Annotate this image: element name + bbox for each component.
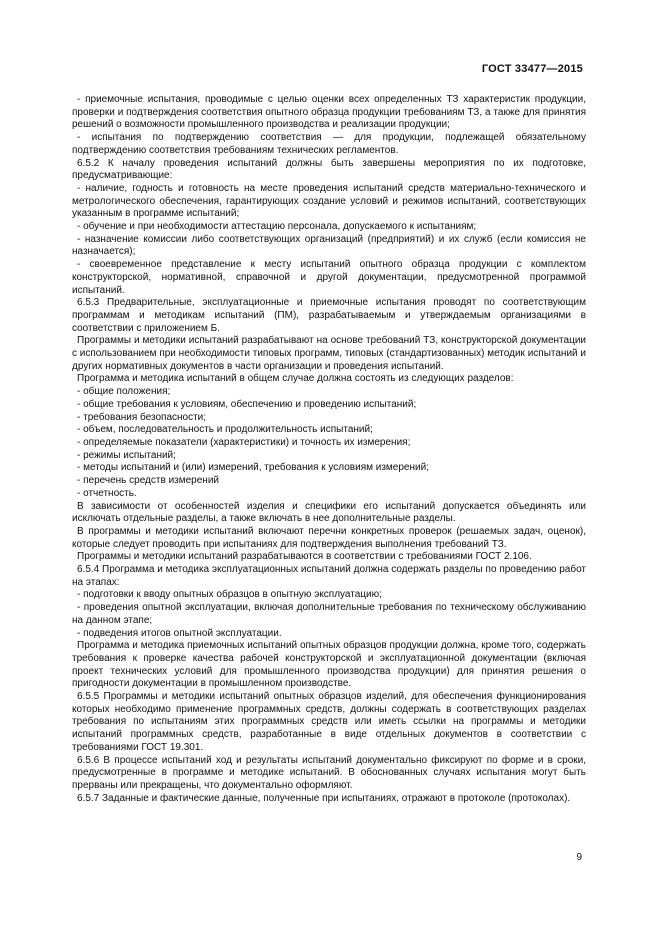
paragraph: 6.5.4 Программа и методика эксплуатационных испытаний должна содержать разделы по проведению работ на этапах: (72, 564, 586, 588)
paragraph: В программы и методики испытаний включают перечни конкретных проверок (решаемых задач, оценок), которые следует проводить при испытаниях для подтверждения выполнения требований ТЗ. (72, 525, 586, 550)
paragraph: 6.5.3 Предварительные, эксплуатационные и приемочные испытания проводят по соответствующим программам и методикам испытаний (ПМ), разрабатываемым и утверждаемым организациями в соответствии с приложением Б. (72, 297, 586, 334)
list-item: - методы испытаний и (или) измерений, требования к условиям измерений; (77, 462, 429, 474)
list-item: - общие требования к условиям, обеспечению и проведению испытаний; (77, 398, 417, 410)
paragraph: В зависимости от особенностей изделия и специфики его испытаний допускается объединять или исключать отдельные разделы, а также включать в нее дополнительные разделы. (72, 500, 586, 525)
list-item: - проведения опытной эксплуатации, включая дополнительные требования по техническому обслуживанию на данном этапе; (72, 602, 586, 626)
paragraph: 6.5.5 Программы и методики испытаний опытных образцов изделий, для обеспечения функционирования которых необходимо применение программных средств, должны содержать в соответствующих разделах требования по испытаниям этих программных средств или иметь ссылки на программы и методики испытаний программных средств, разработанные в виде отдельных документов в соответствии с требованиями ГОСТ 19.301. (72, 691, 586, 753)
paragraph: Программы и методики испытаний разрабатывают на основе требований ТЗ, конструкторской документации с использованием при необходимости типовых программ, типовых (стандартизованных) методик испытаний и других нормативных документов в части организации и проведения испытаний. (72, 335, 586, 372)
paragraph: Программа и методика испытаний в общем случае должна состоять из следующих разделов: (77, 373, 514, 385)
paragraph: - наличие, годность и готовность на месте проведения испытаний средств материально-технического и метрологического обеспечения, гарантирующих создание условий и режимов испытаний, соответствующих указанным в программе испытаний; (72, 182, 586, 220)
paragraph: - назначение комиссии либо соответствующих организаций (предприятий) и их служб (если комиссия не назначается); (72, 233, 586, 258)
list-item: - общие положения; (77, 386, 171, 398)
standard-code-header: ГОСТ 33477—2015 (481, 63, 583, 75)
list-item: - режимы испытаний; (77, 449, 176, 461)
paragraph: - приемочные испытания, проводимые с целью оценки всех определенных ТЗ характеристик продукции, проверки и подтверждения соответствия опытного образца продукции требованиям ТЗ, а также для принятия решений о возможности промышленного производства и реализации продукции; (72, 94, 586, 131)
paragraph: 6.5.6 В процессе испытаний ход и результаты испытаний документально фиксируют по форме и в сроки, предусмотренные в программе и методике испытаний. В обоснованных случаях испытания могут быть прерваны или прекращены, что документально оформляют. (72, 754, 586, 791)
paragraph: Программы и методики испытаний разрабатываются в соответствии с требованиями ГОСТ 2.106. (77, 551, 532, 563)
list-item: - подготовки к вводу опытных образцов в опытную эксплуатацию; (77, 589, 382, 601)
list-item: - отчетность. (77, 487, 137, 499)
list-item: - перечень средств измерений (77, 475, 219, 487)
paragraph: - испытания по подтверждению соответствия — для продукции, подлежащей обязательному подтверждению соответствия требованиям технических регламентов. (72, 132, 586, 156)
paragraph: Программа и методика приемочных испытаний опытных образцов продукции должна, кроме того, содержать требования к проверке качества рабочей конструкторской и эксплуатационной документации (включая проект технических условий для промышленного производства продукции) для принятия решения о пригодности документации в промышленном производстве. (72, 640, 586, 690)
document-body (72, 94, 586, 805)
list-item: - определяемые показатели (характеристики) и точность их измерения; (77, 436, 411, 448)
list-item: - требования безопасности; (77, 411, 207, 423)
list-item: - объем, последовательность и продолжительность испытаний; (77, 424, 373, 436)
paragraph: - обучение и при необходимости аттестацию персонала, допускаемого к испытаниям; (77, 221, 477, 233)
paragraph: - своевременное представление к месту испытаний опытного образца продукции с комплектом конструкторской, нормативной, справочной и другой документации, предусмотренной программой испытаний. (72, 259, 586, 296)
list-item: - подведения итогов опытной эксплуатации. (77, 627, 282, 639)
paragraph: 6.5.7 Заданные и фактические данные, полученные при испытаниях, отражают в протоколе (протоколах). (77, 792, 571, 804)
page-number: 9 (576, 852, 582, 863)
paragraph: 6.5.2 К началу проведения испытаний должны быть завершены мероприятия по их подготовке, предусматривающие: (72, 157, 586, 182)
